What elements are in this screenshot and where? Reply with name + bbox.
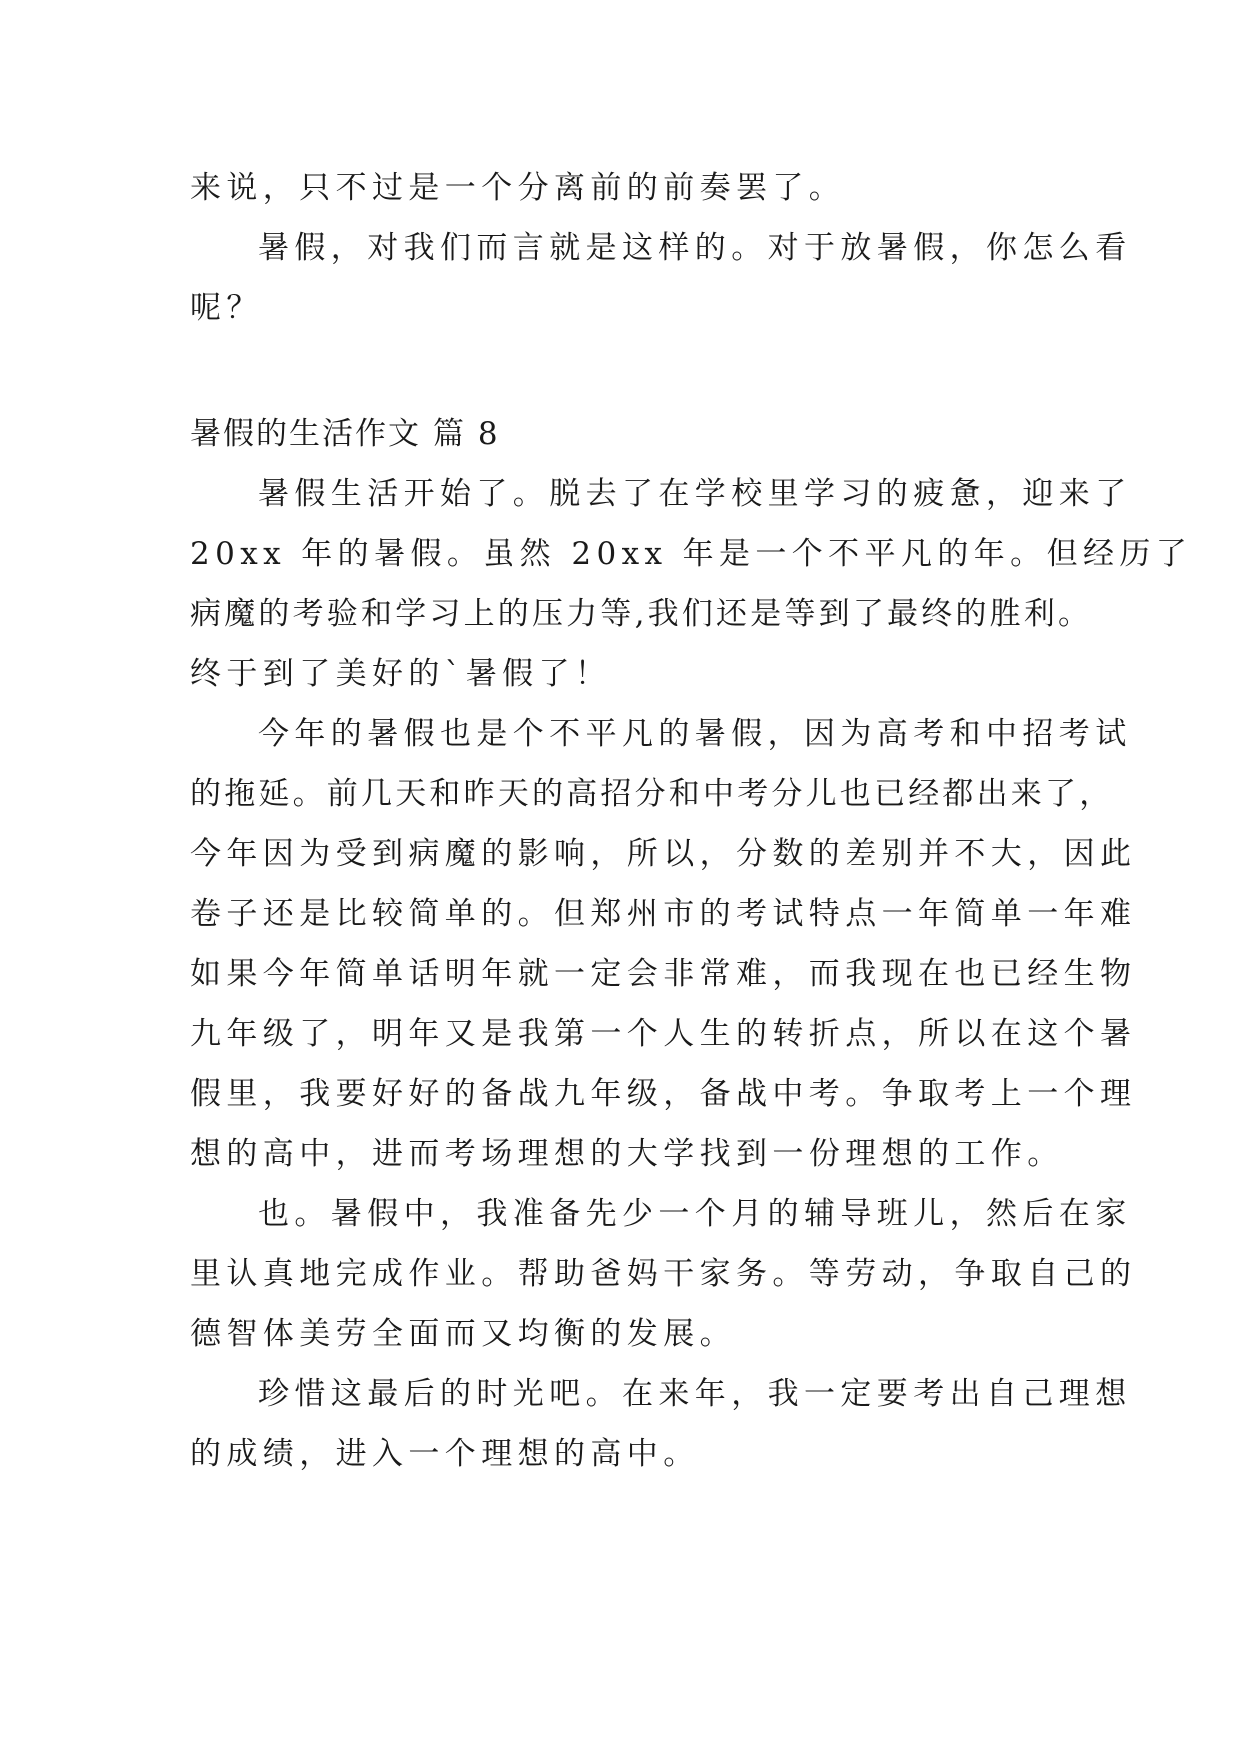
text-line: 今年的暑假也是个不平凡的暑假，因为高考和中招考试	[258, 716, 1132, 752]
paragraph-1	[190, 464, 1193, 704]
text-line: 如果今年简单话明年就一定会非常难，而我现在也已经生物	[190, 956, 1137, 992]
text-line: 暑假，对我们而言就是这样的。对于放暑假，你怎么看	[258, 230, 1132, 266]
paragraph-2	[190, 704, 1137, 1184]
text-line: 终于到了美好的`暑假了！	[190, 656, 612, 692]
text-line: 想的高中，进而考场理想的大学找到一份理想的工作。	[190, 1136, 1064, 1172]
section-label: 篇 8	[433, 416, 500, 452]
text-line: 九年级了，明年又是我第一个人生的转折点，所以在这个暑	[190, 1016, 1137, 1052]
text-line: 珍惜这最后的时光吧。在来年，我一定要考出自己理想	[258, 1376, 1132, 1412]
text-line: 德智体美劳全面而又均衡的发展。	[190, 1316, 736, 1352]
text-line: 20xx 年的暑假。虽然 20xx 年是一个不平凡的年。但经历了	[190, 536, 1193, 572]
text-line: 呢？	[190, 290, 263, 326]
text-line: 的拖延。前几天和昨天的高招分和中考分儿也已经都出来了，	[190, 776, 1114, 812]
text-line: 的成绩，进入一个理想的高中。	[190, 1436, 700, 1472]
section-heading	[190, 404, 1052, 464]
text-line: 暑假生活开始了。脱去了在学校里学习的疲惫，迎来了	[258, 476, 1132, 512]
document-page	[190, 158, 1193, 1484]
text-line: 假里，我要好好的备战九年级，备战中考。争取考上一个理	[190, 1076, 1137, 1112]
closing-paragraph	[190, 218, 1132, 338]
section-title: 暑假的生活作文	[190, 416, 421, 452]
paragraph-3	[190, 1184, 1137, 1364]
continued-paragraph	[190, 158, 1052, 218]
text-line: 也。暑假中，我准备先少一个月的辅导班儿，然后在家	[258, 1196, 1132, 1232]
text-line: 今年因为受到病魔的影响，所以，分数的差别并不大，因此	[190, 836, 1137, 872]
paragraph-4	[190, 1364, 1132, 1484]
text-line: 卷子还是比较简单的。但郑州市的考试特点一年简单一年难	[190, 896, 1137, 932]
text-line: 来说，只不过是一个分离前的前奏罢了。	[190, 170, 846, 206]
text-line: 病魔的考验和学习上的压力等,我们还是等到了最终的胜利。	[190, 596, 1093, 632]
text-line: 里认真地完成作业。帮助爸妈干家务。等劳动，争取自己的	[190, 1256, 1137, 1292]
